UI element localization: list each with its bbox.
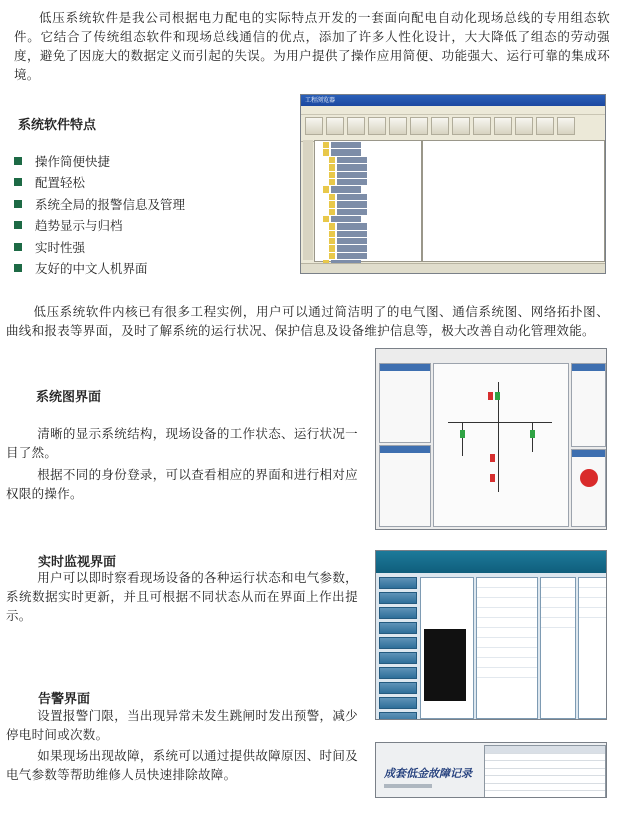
feature-item: 系统全局的报警信息及管理 [14, 193, 185, 215]
bullet-square-icon [14, 264, 22, 272]
toolbar-icon [347, 117, 365, 135]
config-software-screenshot [300, 94, 606, 274]
monitor-paragraph: 用户可以即时察看现场设备的各种运行状态和电气参数，系统数据实时更新，并且可根据不同状态从而在界面上作出提示。 [6, 570, 358, 623]
monitor-side-menu [379, 577, 417, 717]
diagram-canvas [433, 363, 569, 527]
project-tree [314, 140, 422, 262]
content-area [422, 140, 605, 262]
breaker-display [424, 629, 466, 701]
parameter-table-1 [476, 577, 538, 719]
monitor-header [376, 551, 606, 573]
diagram-heading: 系统图界面 [36, 390, 102, 405]
monitor-heading: 实时监视界面 [38, 555, 117, 570]
bullet-square-icon [14, 157, 22, 165]
toolbar-icon [557, 117, 575, 135]
status-bar [301, 263, 605, 273]
caption-underline [384, 784, 432, 788]
feature-item: 操作简便快捷 [14, 150, 185, 172]
fault-record-table [484, 745, 606, 798]
feature-item: 配置轻松 [14, 172, 185, 194]
parameter-table-2 [540, 577, 576, 719]
left-info-panel [379, 363, 431, 443]
toolbar-icon [368, 117, 386, 135]
feature-item: 友好的中文人机界面 [14, 258, 185, 280]
features-list [14, 150, 185, 279]
toolbar-icon [431, 117, 449, 135]
left-chart-panel [379, 445, 431, 527]
bullet-square-icon [14, 221, 22, 229]
toolbar-icon [494, 117, 512, 135]
system-diagram-screenshot [375, 348, 607, 530]
feature-item: 实时性强 [14, 236, 185, 258]
fault-record-screenshot [375, 742, 607, 798]
window-title: 工程浏览器 [301, 95, 605, 106]
bullet-square-icon [14, 178, 22, 186]
alarm-heading: 告警界面 [38, 692, 91, 707]
toolbar-icon [515, 117, 533, 135]
toolbar-icon [452, 117, 470, 135]
menu-bar [301, 106, 605, 115]
right-info-panel [571, 363, 606, 447]
alarm-button-icon [580, 469, 598, 487]
toolbar-icon [389, 117, 407, 135]
toolbar-icon [473, 117, 491, 135]
alarm-paragraph-2: 如果现场出现故障，系统可以通过提供故障原因、时间及电气参数等帮助维修人员快速排除故障。 [6, 748, 358, 782]
toolbar-icon [326, 117, 344, 135]
engineering-paragraph: 低压系统软件内核已有很多工程实例，用户可以通过简洁明了的电气图、通信系统图、网络拓扑图、曲线和报表等界面，及时了解系统的运行状况、保护信息及设备维护信息等，极大改善自动化管理效能。 [6, 304, 609, 338]
fault-record-caption: 成套低金故障记录 [384, 767, 472, 780]
intro-paragraph: 低压系统软件是我公司根据电力配电的实际特点开发的一套面向配电自动化现场总线的专用组态软件。它结合了传统组态软件和现场总线通信的优点，添加了许多人性化设计，大大降低了组态的劳动强度，避免了因庞大的数据定义而引起的失误。为用户提供了操作应用简便、功能强大、运行可靠的集成环境。 [14, 10, 610, 82]
feature-item: 趋势显示与归档 [14, 215, 185, 237]
toolbar-icon [305, 117, 323, 135]
toolbar [301, 115, 605, 142]
right-control-panel [571, 449, 606, 527]
toolbar-icon [410, 117, 428, 135]
features-heading: 系统软件特点 [18, 118, 97, 133]
bullet-square-icon [14, 200, 22, 208]
alarm-paragraph-1: 设置报警门限，当出现异常未发生跳闸时发出预警，减少停电时间或次数。 [6, 708, 358, 742]
diagram-paragraph-2: 根据不同的身份登录，可以查看相应的界面和进行相对应权限的操作。 [6, 467, 358, 501]
side-tabs [303, 140, 313, 260]
toolbar-icon [536, 117, 554, 135]
diagram-paragraph-1: 清晰的显示系统结构，现场设备的工作状态、运行状况一目了然。 [6, 426, 358, 460]
bullet-square-icon [14, 243, 22, 251]
parameter-table-3 [578, 577, 607, 719]
realtime-monitor-screenshot [375, 550, 607, 720]
